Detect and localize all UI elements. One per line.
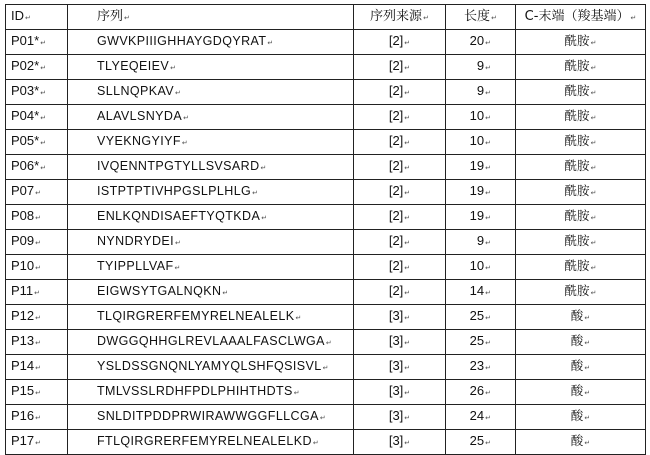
- paragraph-mark-icon: ↵: [35, 239, 42, 247]
- cell-source: [354, 105, 446, 130]
- cell-source-text: [3]: [388, 308, 404, 323]
- header-source-label: 序列来源: [370, 8, 423, 24]
- table-row: [6, 80, 646, 105]
- cell-id-text: P13: [11, 333, 35, 348]
- paragraph-mark-icon: ↵: [404, 164, 411, 172]
- cell-c-terminus-text: 酰胺: [564, 83, 590, 98]
- cell-source: [354, 380, 446, 405]
- paragraph-mark-icon: ↵: [183, 114, 189, 122]
- cell-c-terminus-text: 酰胺: [564, 58, 590, 73]
- cell-id: [6, 380, 68, 405]
- header-c-terminus: [516, 5, 646, 30]
- table-row: [6, 55, 646, 80]
- cell-id: [6, 355, 68, 380]
- cell-id-text: P15: [11, 383, 35, 398]
- paragraph-mark-icon: ↵: [485, 339, 491, 347]
- cell-id-text: P07: [11, 183, 35, 198]
- cell-length-text: 23: [469, 358, 485, 373]
- table-row: [6, 355, 646, 380]
- paragraph-mark-icon: ↵: [175, 239, 181, 247]
- header-c-terminus-label: C-末端（羧基端）: [524, 8, 630, 24]
- cell-sequence-text: DWGGQHHGLREVLAAALFASCLWGA: [97, 334, 325, 348]
- cell-source-text: [3]: [388, 433, 404, 448]
- cell-id: [6, 330, 68, 355]
- header-length: [446, 5, 516, 30]
- cell-length: [446, 305, 516, 330]
- cell-c-terminus-text: 酰胺: [564, 108, 590, 123]
- cell-id: [6, 155, 68, 180]
- paragraph-mark-icon: ↵: [590, 289, 597, 297]
- paragraph-mark-icon: ↵: [584, 439, 591, 447]
- paragraph-mark-icon: ↵: [404, 264, 411, 272]
- cell-sequence: [68, 55, 354, 80]
- paragraph-mark-icon: ↵: [35, 439, 42, 447]
- table-row: [6, 405, 646, 430]
- paragraph-mark-icon: ↵: [404, 89, 411, 97]
- cell-sequence-text: TLQIRGRERFEMYRELNEALELK: [97, 309, 295, 323]
- cell-source-text: [2]: [388, 133, 404, 148]
- cell-id-text: P14: [11, 358, 35, 373]
- cell-source: [354, 355, 446, 380]
- header-length-label: 长度: [464, 8, 491, 24]
- paragraph-mark-icon: ↵: [260, 164, 267, 172]
- paragraph-mark-icon: ↵: [485, 214, 491, 222]
- paragraph-mark-icon: ↵: [404, 364, 411, 372]
- cell-id: [6, 255, 68, 280]
- cell-id: [6, 55, 68, 80]
- cell-id: [6, 30, 68, 55]
- paragraph-mark-icon: ↵: [124, 13, 130, 22]
- cell-id-text: P03*: [11, 83, 40, 98]
- paragraph-mark-icon: ↵: [404, 439, 411, 447]
- paragraph-mark-icon: ↵: [175, 89, 181, 97]
- paragraph-mark-icon: ↵: [590, 139, 597, 147]
- cell-source-text: [2]: [388, 233, 404, 248]
- paragraph-mark-icon: ↵: [590, 64, 597, 72]
- cell-length-text: 25: [469, 433, 485, 448]
- cell-c-terminus-text: 酰胺: [564, 233, 590, 248]
- paragraph-mark-icon: ↵: [590, 189, 597, 197]
- cell-length: [446, 180, 516, 205]
- paragraph-mark-icon: ↵: [485, 114, 491, 122]
- cell-sequence-text: EIGWSYTGALNQKN: [97, 284, 222, 298]
- cell-sequence: [68, 305, 354, 330]
- cell-source-text: [2]: [388, 33, 404, 48]
- cell-sequence: [68, 405, 354, 430]
- cell-c-terminus-text: 酰胺: [564, 283, 590, 298]
- cell-c-terminus: [516, 55, 646, 80]
- paragraph-mark-icon: ↵: [404, 39, 411, 47]
- paragraph-mark-icon: ↵: [485, 364, 491, 372]
- cell-source: [354, 280, 446, 305]
- cell-length-text: 19: [469, 158, 485, 173]
- paragraph-mark-icon: ↵: [312, 439, 319, 447]
- cell-id: [6, 305, 68, 330]
- paragraph-mark-icon: ↵: [174, 264, 181, 272]
- cell-source: [354, 205, 446, 230]
- cell-id-text: P06*: [11, 158, 40, 173]
- paragraph-mark-icon: ↵: [404, 139, 411, 147]
- cell-sequence: [68, 30, 354, 55]
- cell-id: [6, 230, 68, 255]
- cell-c-terminus: [516, 180, 646, 205]
- cell-c-terminus-text: 酸: [570, 433, 584, 448]
- cell-c-terminus-text: 酰胺: [564, 208, 590, 223]
- paragraph-mark-icon: ↵: [293, 389, 300, 397]
- paragraph-mark-icon: ↵: [485, 64, 491, 72]
- cell-sequence-text: GWVKPIIIGHHAYGDQYRAT: [97, 34, 267, 48]
- cell-id-text: P05*: [11, 133, 40, 148]
- cell-c-terminus-text: 酰胺: [564, 33, 590, 48]
- cell-length: [446, 30, 516, 55]
- cell-length: [446, 230, 516, 255]
- cell-sequence-text: TYIPPLLVAF: [97, 259, 174, 273]
- table-row: [6, 255, 646, 280]
- paragraph-mark-icon: ↵: [584, 389, 591, 397]
- paragraph-mark-icon: ↵: [590, 264, 597, 272]
- cell-source-text: [3]: [388, 358, 404, 373]
- table-row: [6, 330, 646, 355]
- cell-sequence-text: FTLQIRGRERFEMYRELNEALELKD: [97, 434, 312, 448]
- paragraph-mark-icon: ↵: [491, 13, 497, 22]
- paragraph-mark-icon: ↵: [404, 339, 411, 347]
- peptide-table: [5, 4, 646, 455]
- cell-source: [354, 430, 446, 455]
- cell-source-text: [2]: [388, 83, 404, 98]
- cell-id: [6, 80, 68, 105]
- header-source: [354, 5, 446, 30]
- cell-c-terminus: [516, 205, 646, 230]
- cell-length: [446, 355, 516, 380]
- cell-id: [6, 205, 68, 230]
- cell-c-terminus: [516, 130, 646, 155]
- cell-c-terminus: [516, 255, 646, 280]
- cell-length-text: 26: [469, 383, 485, 398]
- paragraph-mark-icon: ↵: [35, 414, 42, 422]
- paragraph-mark-icon: ↵: [40, 39, 47, 47]
- paragraph-mark-icon: ↵: [325, 339, 332, 347]
- paragraph-mark-icon: ↵: [222, 289, 229, 297]
- cell-source-text: [2]: [388, 283, 404, 298]
- paragraph-mark-icon: ↵: [35, 189, 42, 197]
- header-id-label: ID: [11, 8, 24, 23]
- cell-sequence-text: SNLDITPDDPRWIRAWWGGFLLCGA: [97, 409, 319, 423]
- cell-source: [354, 330, 446, 355]
- cell-id: [6, 180, 68, 205]
- paragraph-mark-icon: ↵: [40, 89, 47, 97]
- paragraph-mark-icon: ↵: [40, 139, 47, 147]
- cell-source: [354, 155, 446, 180]
- cell-source-text: [3]: [388, 333, 404, 348]
- cell-sequence: [68, 355, 354, 380]
- cell-source: [354, 30, 446, 55]
- cell-c-terminus: [516, 330, 646, 355]
- cell-length: [446, 430, 516, 455]
- cell-id-text: P16: [11, 408, 35, 423]
- cell-c-terminus-text: 酰胺: [564, 258, 590, 273]
- cell-sequence-text: IVQENNTPGTYLLSVSARD: [97, 159, 260, 173]
- cell-c-terminus: [516, 155, 646, 180]
- cell-sequence-text: SLLNQPKAV: [97, 84, 175, 98]
- paragraph-mark-icon: ↵: [261, 214, 268, 222]
- paragraph-mark-icon: ↵: [404, 414, 411, 422]
- cell-id: [6, 105, 68, 130]
- cell-length-text: 10: [469, 133, 485, 148]
- cell-c-terminus-text: 酸: [570, 408, 584, 423]
- paragraph-mark-icon: ↵: [404, 64, 411, 72]
- cell-c-terminus: [516, 430, 646, 455]
- cell-c-terminus: [516, 30, 646, 55]
- paragraph-mark-icon: ↵: [485, 264, 491, 272]
- table-row: [6, 230, 646, 255]
- header-id: [6, 5, 68, 30]
- cell-source: [354, 80, 446, 105]
- paragraph-mark-icon: ↵: [404, 114, 411, 122]
- cell-sequence: [68, 105, 354, 130]
- paragraph-mark-icon: ↵: [485, 139, 491, 147]
- paragraph-mark-icon: ↵: [485, 239, 491, 247]
- paragraph-mark-icon: ↵: [584, 314, 591, 322]
- paragraph-mark-icon: ↵: [485, 89, 491, 97]
- paragraph-mark-icon: ↵: [35, 389, 42, 397]
- cell-source-text: [2]: [388, 158, 404, 173]
- cell-id: [6, 280, 68, 305]
- cell-id-text: P08: [11, 208, 35, 223]
- cell-id-text: P10: [11, 258, 35, 273]
- cell-c-terminus: [516, 105, 646, 130]
- paragraph-mark-icon: ↵: [590, 39, 597, 47]
- cell-sequence: [68, 330, 354, 355]
- cell-length-text: 9: [476, 83, 485, 98]
- cell-id-text: P17: [11, 433, 35, 448]
- paragraph-mark-icon: ↵: [485, 164, 491, 172]
- paragraph-mark-icon: ↵: [584, 364, 591, 372]
- cell-sequence: [68, 130, 354, 155]
- cell-length: [446, 130, 516, 155]
- cell-length: [446, 155, 516, 180]
- table-row: [6, 280, 646, 305]
- paragraph-mark-icon: ↵: [485, 289, 491, 297]
- cell-id-text: P02*: [11, 58, 40, 73]
- table-row: [6, 380, 646, 405]
- paragraph-mark-icon: ↵: [423, 13, 429, 22]
- paragraph-mark-icon: ↵: [322, 364, 329, 372]
- paragraph-mark-icon: ↵: [584, 414, 591, 422]
- table-row: [6, 105, 646, 130]
- cell-c-terminus: [516, 380, 646, 405]
- table-row: [6, 155, 646, 180]
- cell-source-text: [2]: [388, 58, 404, 73]
- cell-sequence-text: YSLDSSGNQNLYAMYQLSHFQSISVL: [97, 359, 322, 373]
- paragraph-mark-icon: ↵: [485, 189, 491, 197]
- paragraph-mark-icon: ↵: [319, 414, 326, 422]
- cell-c-terminus-text: 酸: [570, 308, 584, 323]
- cell-source-text: [2]: [388, 258, 404, 273]
- table-header: [6, 5, 646, 30]
- cell-c-terminus-text: 酸: [570, 358, 584, 373]
- cell-c-terminus: [516, 405, 646, 430]
- table-row: [6, 205, 646, 230]
- cell-c-terminus-text: 酸: [570, 383, 584, 398]
- cell-length-text: 9: [476, 233, 485, 248]
- cell-id-text: P09: [11, 233, 35, 248]
- cell-sequence-text: TMLVSSLRDHFPDLPHIHTHDTS: [97, 384, 293, 398]
- cell-source: [354, 405, 446, 430]
- cell-sequence-text: NYNDRYDEI: [97, 234, 174, 248]
- cell-c-terminus: [516, 80, 646, 105]
- paragraph-mark-icon: ↵: [404, 239, 411, 247]
- paragraph-mark-icon: ↵: [35, 264, 42, 272]
- cell-source-text: [2]: [388, 208, 404, 223]
- cell-length-text: 20: [469, 33, 485, 48]
- cell-sequence-text: TLYEQEIEV: [97, 59, 170, 73]
- cell-sequence: [68, 255, 354, 280]
- cell-c-terminus: [516, 280, 646, 305]
- paragraph-mark-icon: ↵: [25, 14, 31, 22]
- paragraph-mark-icon: ↵: [35, 214, 42, 222]
- table-row: [6, 430, 646, 455]
- cell-c-terminus: [516, 355, 646, 380]
- cell-source-text: [2]: [388, 108, 404, 123]
- cell-sequence: [68, 180, 354, 205]
- cell-length: [446, 280, 516, 305]
- paragraph-mark-icon: ↵: [590, 114, 597, 122]
- cell-length-text: 19: [469, 208, 485, 223]
- paragraph-mark-icon: ↵: [590, 164, 597, 172]
- cell-id-text: P11: [11, 283, 34, 298]
- cell-id-text: P04*: [11, 108, 40, 123]
- cell-sequence: [68, 430, 354, 455]
- cell-sequence: [68, 280, 354, 305]
- cell-c-terminus-text: 酰胺: [564, 183, 590, 198]
- cell-id: [6, 130, 68, 155]
- table-row: [6, 180, 646, 205]
- cell-source: [354, 180, 446, 205]
- paragraph-mark-icon: ↵: [590, 214, 597, 222]
- cell-length: [446, 405, 516, 430]
- cell-length-text: 14: [469, 283, 485, 298]
- cell-length-text: 9: [476, 58, 485, 73]
- paragraph-mark-icon: ↵: [404, 389, 411, 397]
- cell-id: [6, 405, 68, 430]
- paragraph-mark-icon: ↵: [404, 314, 411, 322]
- paragraph-mark-icon: ↵: [404, 189, 411, 197]
- cell-length: [446, 55, 516, 80]
- paragraph-mark-icon: ↵: [485, 39, 491, 47]
- paragraph-mark-icon: ↵: [35, 339, 42, 347]
- cell-sequence-text: ALAVLSNYDA: [97, 109, 183, 123]
- cell-c-terminus: [516, 230, 646, 255]
- cell-sequence-text: VYEKNGYIYF: [97, 134, 181, 148]
- cell-source-text: [3]: [388, 408, 404, 423]
- paragraph-mark-icon: ↵: [35, 364, 42, 372]
- cell-id-text: P12: [11, 308, 35, 323]
- cell-length: [446, 255, 516, 280]
- cell-id: [6, 430, 68, 455]
- paragraph-mark-icon: ↵: [170, 64, 177, 72]
- paragraph-mark-icon: ↵: [34, 289, 41, 297]
- cell-source: [354, 305, 446, 330]
- paragraph-mark-icon: ↵: [40, 164, 47, 172]
- cell-source-text: [2]: [388, 183, 404, 198]
- cell-sequence: [68, 380, 354, 405]
- cell-length: [446, 330, 516, 355]
- cell-sequence: [68, 230, 354, 255]
- cell-source: [354, 255, 446, 280]
- cell-length-text: 10: [469, 108, 485, 123]
- cell-c-terminus: [516, 305, 646, 330]
- paragraph-mark-icon: ↵: [590, 89, 597, 97]
- paragraph-mark-icon: ↵: [485, 414, 491, 422]
- cell-length-text: 24: [469, 408, 485, 423]
- paragraph-mark-icon: ↵: [35, 314, 42, 322]
- cell-sequence-text: ENLKQNDISAEFTYQTKDA: [97, 209, 261, 223]
- cell-source: [354, 130, 446, 155]
- cell-source: [354, 55, 446, 80]
- cell-c-terminus-text: 酸: [570, 333, 584, 348]
- paragraph-mark-icon: ↵: [295, 314, 302, 322]
- cell-length: [446, 105, 516, 130]
- paragraph-mark-icon: ↵: [485, 314, 491, 322]
- table-body: [6, 30, 646, 455]
- paragraph-mark-icon: ↵: [590, 239, 597, 247]
- header-sequence: [68, 5, 354, 30]
- paragraph-mark-icon: ↵: [485, 439, 491, 447]
- cell-length-text: 25: [469, 308, 485, 323]
- cell-sequence: [68, 80, 354, 105]
- paragraph-mark-icon: ↵: [40, 114, 47, 122]
- cell-c-terminus-text: 酰胺: [564, 133, 590, 148]
- paragraph-mark-icon: ↵: [252, 189, 259, 197]
- cell-length-text: 25: [469, 333, 485, 348]
- header-row: [6, 5, 646, 30]
- paragraph-mark-icon: ↵: [267, 39, 274, 47]
- cell-length: [446, 205, 516, 230]
- cell-sequence: [68, 155, 354, 180]
- cell-length-text: 19: [469, 183, 485, 198]
- paragraph-mark-icon: ↵: [404, 214, 411, 222]
- paragraph-mark-icon: ↵: [630, 13, 637, 22]
- cell-length: [446, 80, 516, 105]
- paragraph-mark-icon: ↵: [584, 339, 591, 347]
- cell-length: [446, 380, 516, 405]
- cell-id-text: P01*: [11, 33, 40, 48]
- table-row: [6, 30, 646, 55]
- paragraph-mark-icon: ↵: [404, 289, 411, 297]
- cell-sequence: [68, 205, 354, 230]
- paragraph-mark-icon: ↵: [181, 139, 188, 147]
- cell-source: [354, 230, 446, 255]
- cell-sequence-text: ISTPTPTIVHPGSLPLHLG: [97, 184, 252, 198]
- cell-length-text: 10: [469, 258, 485, 273]
- header-sequence-label: 序列: [97, 8, 124, 24]
- cell-source-text: [3]: [388, 383, 404, 398]
- cell-c-terminus-text: 酰胺: [564, 158, 590, 173]
- paragraph-mark-icon: ↵: [485, 389, 491, 397]
- paragraph-mark-icon: ↵: [40, 64, 47, 72]
- table-row: [6, 130, 646, 155]
- table-row: [6, 305, 646, 330]
